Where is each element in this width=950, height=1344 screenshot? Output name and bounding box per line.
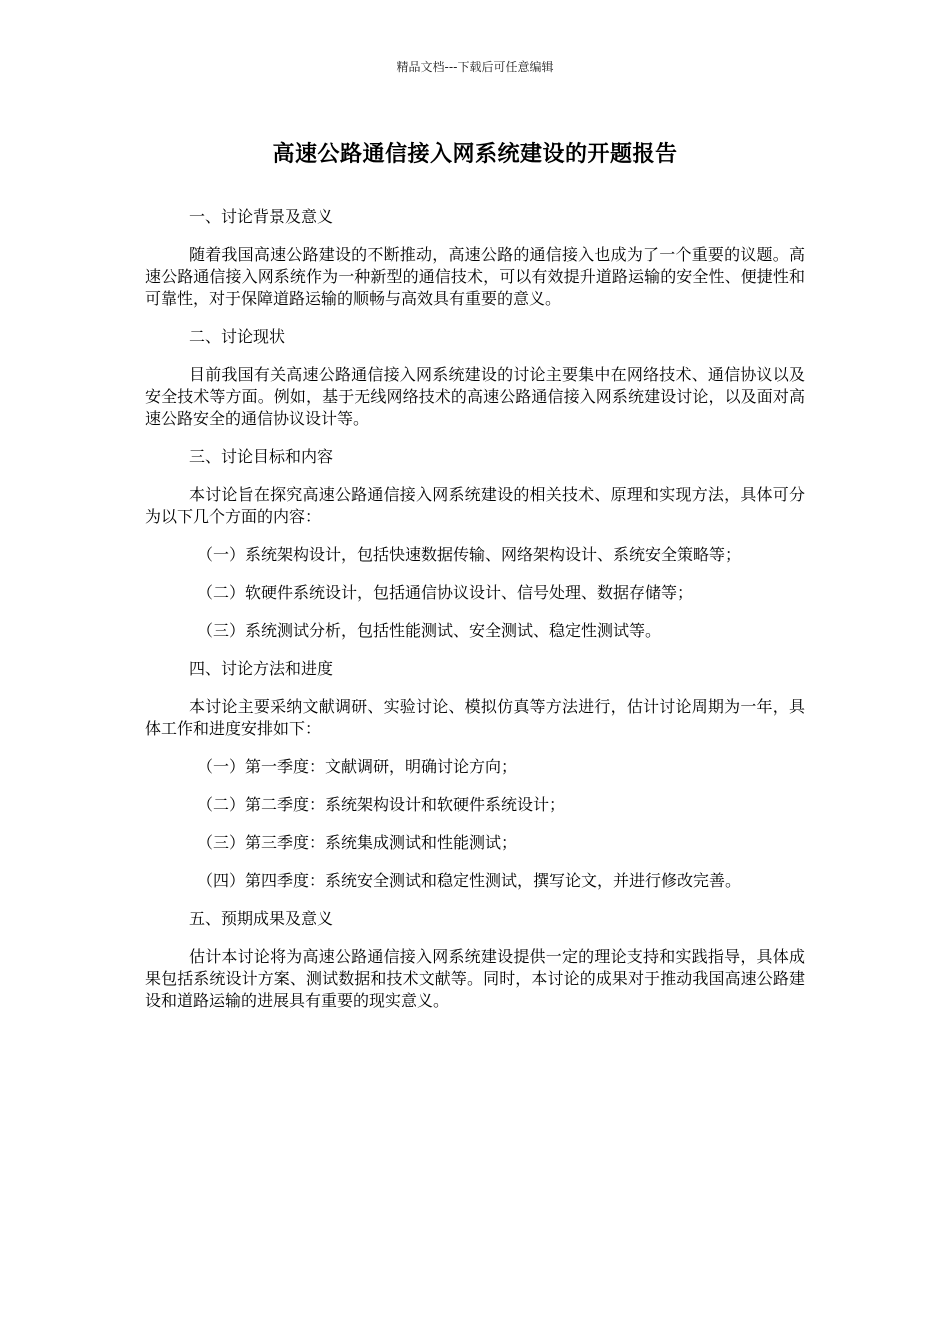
section-paragraph-goals: 本讨论旨在探究高速公路通信接入网系统建设的相关技术、原理和实现方法，具体可分为以下几个方面的内容： [145, 485, 805, 526]
section-heading-background: 一、讨论背景及意义 [189, 207, 334, 226]
section-heading-outcomes: 五、预期成果及意义 [189, 909, 334, 928]
section-paragraph-status: 目前我国有关高速公路通信接入网系统建设的讨论主要集中在网络技术、通信协议以及安全技术等方面。例如，基于无线网络技术的高速公路通信接入网系统建设讨论，以及面对高速公路安全的通信协议设计等。 [145, 365, 805, 428]
section-heading-status: 二、讨论现状 [189, 327, 286, 346]
list-item: （三）系统测试分析，包括性能测试、安全测试、稳定性测试等。 [197, 621, 662, 640]
document-title: 高速公路通信接入网系统建设的开题报告 [272, 142, 678, 167]
list-item: （三）第三季度：系统集成测试和性能测试； [197, 833, 518, 852]
list-item: （一）第一季度：文献调研，明确讨论方向； [197, 757, 518, 776]
list-item: （四）第四季度：系统安全测试和稳定性测试，撰写论文，并进行修改完善。 [197, 871, 742, 890]
list-item: （二）第二季度：系统架构设计和软硬件系统设计； [197, 795, 566, 814]
list-item: （二）软硬件系统设计，包括通信协议设计、信号处理、数据存储等； [197, 583, 694, 602]
document-body [145, 206, 805, 1028]
page-header: 精品文档---下载后可任意编辑 [396, 60, 554, 74]
section-paragraph-background: 随着我国高速公路建设的不断推动，高速公路的通信接入也成为了一个重要的议题。高速公路通信接入网系统作为一种新型的通信技术，可以有效提升道路运输的安全性、便捷性和可靠性，对于保障道路运输的顺畅与高效具有重要的意义。 [145, 245, 805, 308]
section-heading-methods: 四、讨论方法和进度 [189, 659, 334, 678]
list-item: （一）系统架构设计，包括快速数据传输、网络架构设计、系统安全策略等； [197, 545, 742, 564]
section-paragraph-methods: 本讨论主要采纳文献调研、实验讨论、模拟仿真等方法进行，估计讨论周期为一年，具体工作和进度安排如下： [145, 697, 805, 738]
section-paragraph-outcomes: 估计本讨论将为高速公路通信接入网系统建设提供一定的理论支持和实践指导，具体成果包括系统设计方案、测试数据和技术文献等。同时，本讨论的成果对于推动我国高速公路建设和道路运输的进展具有重要的现实意义。 [145, 947, 805, 1010]
section-heading-goals: 三、讨论目标和内容 [189, 447, 334, 466]
